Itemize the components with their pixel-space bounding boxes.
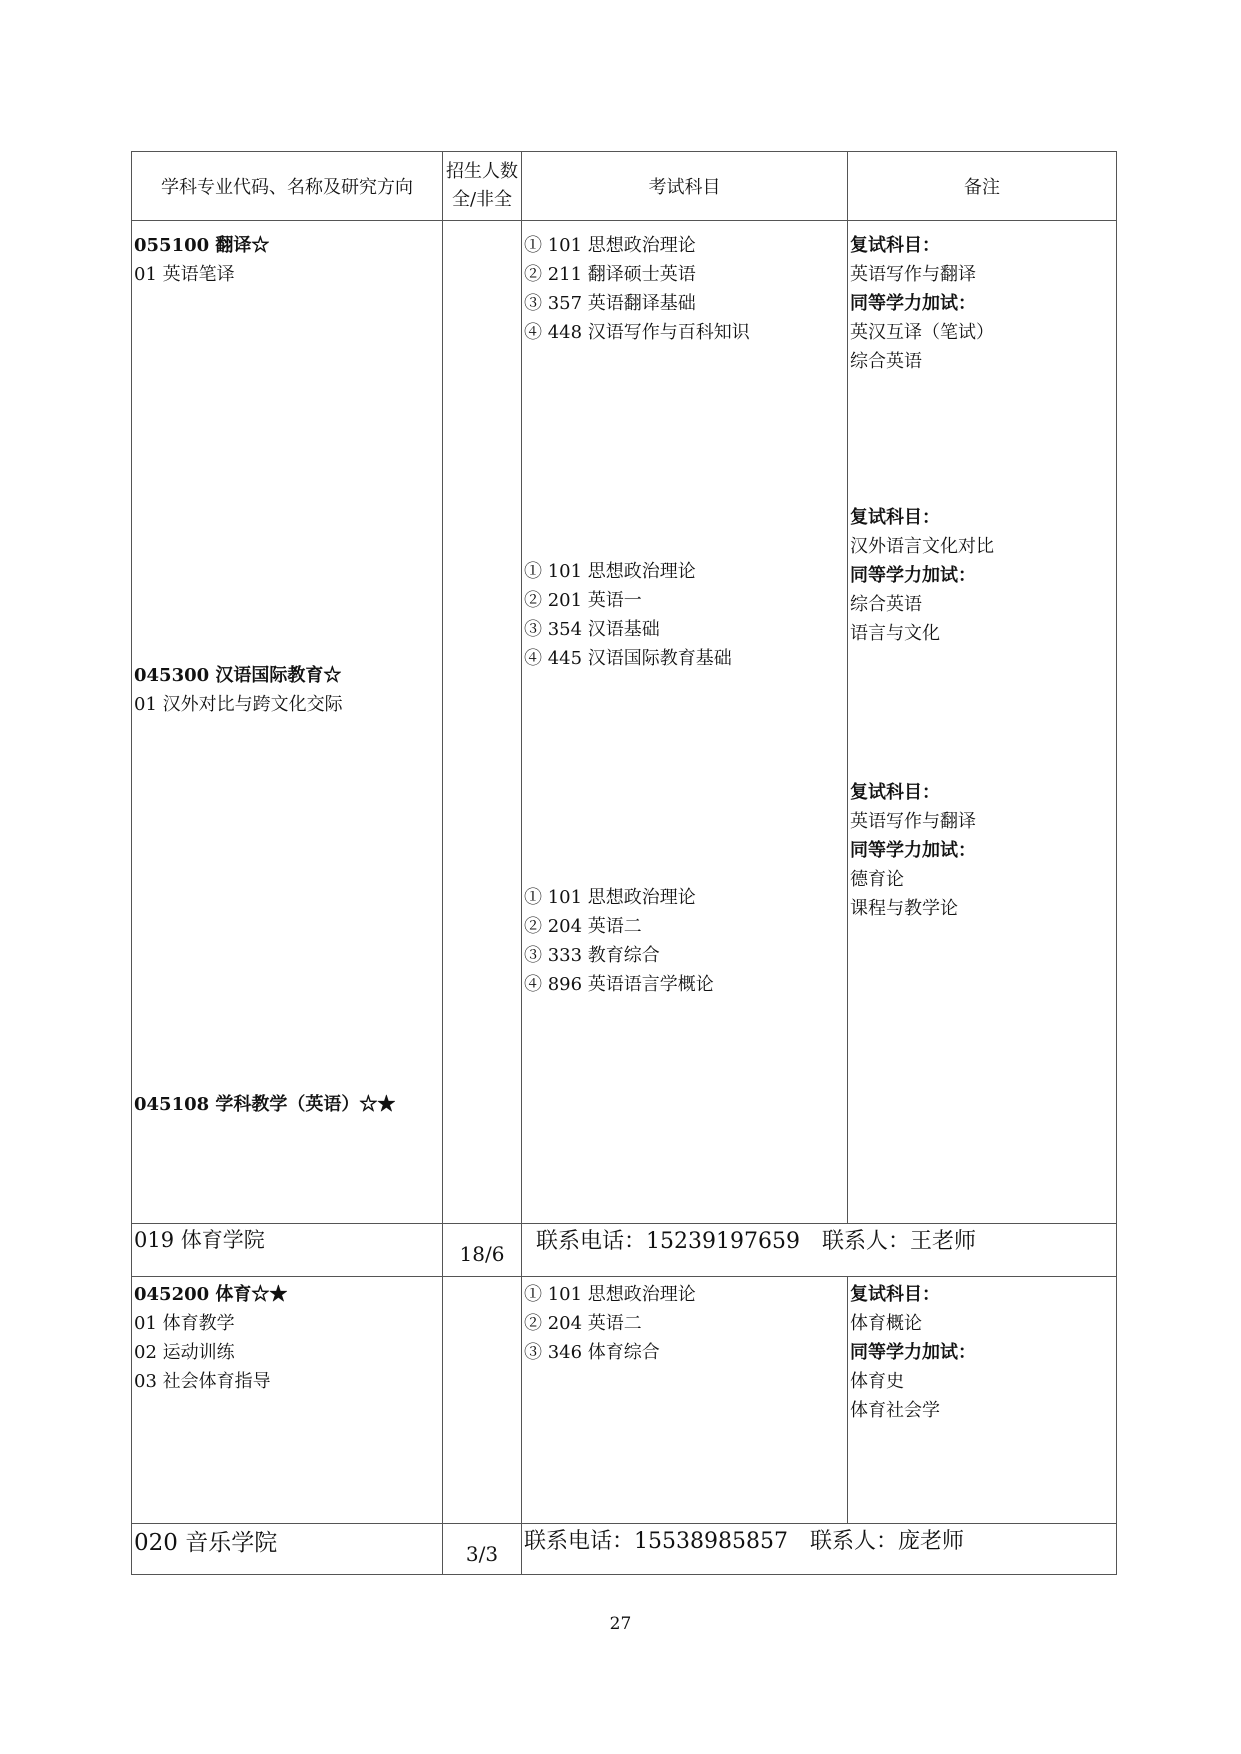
equiv-label: 同等学力加试： bbox=[850, 1342, 976, 1363]
program-cell bbox=[132, 221, 443, 1224]
exam-item: ② 204 英语二 bbox=[524, 1313, 642, 1334]
header-notes: 备注 bbox=[848, 152, 1117, 221]
table-row bbox=[132, 221, 1117, 1224]
retest-label: 复试科目： bbox=[850, 1284, 940, 1305]
exams-cell bbox=[522, 1277, 848, 1524]
equiv-label: 同等学力加试： bbox=[850, 293, 976, 314]
exam-item: ③ 333 教育综合 bbox=[524, 945, 660, 966]
exam-item: ① 101 思想政治理论 bbox=[524, 561, 696, 582]
header-count bbox=[443, 152, 522, 221]
exam-item: ① 101 思想政治理论 bbox=[524, 235, 696, 256]
notes-cell bbox=[848, 1277, 1117, 1524]
program-cell bbox=[132, 1277, 443, 1524]
header-count-line1: 招生人数 bbox=[446, 161, 518, 182]
exam-item: ④ 896 英语语言学概论 bbox=[524, 974, 714, 995]
equiv-subject: 综合英语 bbox=[850, 594, 922, 615]
exam-item: ② 211 翻译硕士英语 bbox=[524, 264, 696, 285]
retest-label: 复试科目： bbox=[850, 782, 940, 803]
exam-item: ② 201 英语一 bbox=[524, 590, 642, 611]
exam-item: ③ 357 英语翻译基础 bbox=[524, 293, 696, 314]
retest-subject: 体育概论 bbox=[850, 1313, 922, 1334]
equiv-subject: 英汉互译（笔试） bbox=[850, 322, 994, 343]
exam-item: ④ 448 汉语写作与百科知识 bbox=[524, 322, 750, 343]
exam-item: ③ 354 汉语基础 bbox=[524, 619, 660, 640]
program-code-name: 045300 汉语国际教育☆ bbox=[134, 665, 342, 686]
equiv-label: 同等学力加试： bbox=[850, 840, 976, 861]
retest-subject: 汉外语言文化对比 bbox=[850, 536, 994, 557]
department-quota bbox=[443, 1224, 522, 1277]
department-contact bbox=[522, 1224, 1117, 1277]
table-row bbox=[132, 1277, 1117, 1524]
department-row bbox=[132, 1224, 1117, 1277]
equiv-subject: 课程与教学论 bbox=[850, 898, 958, 919]
program-direction: 03 社会体育指导 bbox=[134, 1371, 271, 1392]
retest-subject: 英语写作与翻译 bbox=[850, 811, 976, 832]
contact-phone: 联系电话：15538985857 bbox=[524, 1529, 788, 1554]
program-code-name: 045108 学科教学（英语）☆★ bbox=[134, 1094, 396, 1115]
page-number: 27 bbox=[609, 1614, 632, 1634]
table-header-row bbox=[132, 152, 1117, 221]
exam-item: ④ 445 汉语国际教育基础 bbox=[524, 648, 732, 669]
retest-label: 复试科目： bbox=[850, 507, 940, 528]
equiv-subject: 体育史 bbox=[850, 1371, 904, 1392]
equiv-subject: 综合英语 bbox=[850, 351, 922, 372]
program-code-name: 055100 翻译☆ bbox=[134, 235, 270, 256]
program-direction: 01 汉外对比与跨文化交际 bbox=[134, 694, 343, 715]
department-row bbox=[132, 1524, 1117, 1575]
department-quota-text: 3/3 bbox=[465, 1542, 499, 1566]
exam-item: ① 101 思想政治理论 bbox=[524, 1284, 696, 1305]
equiv-subject: 德育论 bbox=[850, 869, 904, 890]
department-quota-text: 18/6 bbox=[459, 1242, 505, 1266]
exam-item: ② 204 英语二 bbox=[524, 916, 642, 937]
equiv-subject: 语言与文化 bbox=[850, 623, 940, 644]
contact-person: 联系人：庞老师 bbox=[809, 1529, 964, 1554]
exam-item: ③ 346 体育综合 bbox=[524, 1342, 660, 1363]
department-name bbox=[132, 1524, 443, 1575]
contact-phone: 联系电话：15239197659 bbox=[536, 1229, 800, 1254]
notes-cell bbox=[848, 221, 1117, 1224]
header-program: 学科专业代码、名称及研究方向 bbox=[132, 152, 443, 221]
quota-cell bbox=[443, 1277, 522, 1524]
department-name-text: 019 体育学院 bbox=[134, 1228, 265, 1252]
header-exams: 考试科目 bbox=[522, 152, 848, 221]
department-name bbox=[132, 1224, 443, 1277]
program-direction: 01 英语笔译 bbox=[134, 264, 235, 285]
retest-subject: 英语写作与翻译 bbox=[850, 264, 976, 285]
equiv-label: 同等学力加试： bbox=[850, 565, 976, 586]
program-code-name: 045200 体育☆★ bbox=[134, 1284, 288, 1305]
department-name-text: 020 音乐学院 bbox=[134, 1530, 278, 1556]
exam-item: ① 101 思想政治理论 bbox=[524, 887, 696, 908]
program-direction: 01 体育教学 bbox=[134, 1313, 235, 1334]
admissions-table bbox=[131, 151, 1117, 1575]
exams-cell bbox=[522, 221, 848, 1224]
equiv-subject: 体育社会学 bbox=[850, 1400, 940, 1421]
quota-cell bbox=[443, 221, 522, 1224]
retest-label: 复试科目： bbox=[850, 235, 940, 256]
header-count-line2: 全/非全 bbox=[451, 189, 513, 210]
contact-person: 联系人：王老师 bbox=[821, 1229, 976, 1254]
department-quota bbox=[443, 1524, 522, 1575]
program-direction: 02 运动训练 bbox=[134, 1342, 235, 1363]
department-contact bbox=[522, 1524, 1117, 1575]
